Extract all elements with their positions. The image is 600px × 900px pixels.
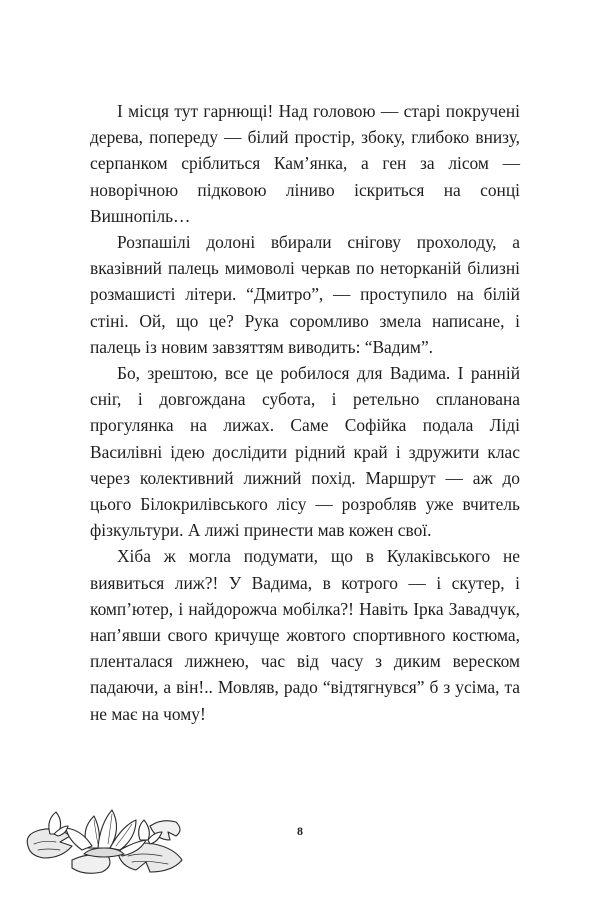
book-page-text [90,98,520,727]
paragraph-1: І місця тут гарнющі! Над головою — старі покручені дерева, попереду — білий простір, збоку, глибоко внизу, серпанком сріблиться Кам’янка, а ген за лісом — новорічною підковою ліниво іскриться на сонці Вишнопіль… [90,101,520,226]
paragraph-3: Бо, зрештою, все це робилося для Вадима. І ранній сніг, і довгождана субота, і ретельно спланована прогулянка на лижах. Саме Софійка подала Ліді Василівні ідею дослідити рідний край і здружити клас через колективний лижний похід. Маршрут — аж до цього Білокрилівського лісу — розробляв уже вчитель фізкультури. А лижі принести мав кожен свої. [90,363,520,541]
water-lily-icon [22,790,190,878]
page-number: 8 [297,824,303,838]
paragraph-2: Розпашілі долоні вбирали снігову прохолоду, а вказівний палець мимоволі черкав по неторканій білизні розмашисті літери. “Дмитро”, — проступило на білій стіні. Ой, що це? Рука соромливо змела написане, і палець із новим завзяттям виводить: “Вадим”. [90,232,520,357]
paragraph-4: Хіба ж могла подумати, що в Кулаківського не виявиться лиж?! У Вадима, в котрого — і скутер, і комп’ютер, і найдорожча мобілка?! Навіть Ірка Завадчук, нап’явши свого кричуще жовтого спортивного костюма, пленталася лижнею, час від часу з диким вереском падаючи, а він!.. Мовляв, радо “відтягнувся” б з усіма, та не має на чому! [90,546,520,724]
